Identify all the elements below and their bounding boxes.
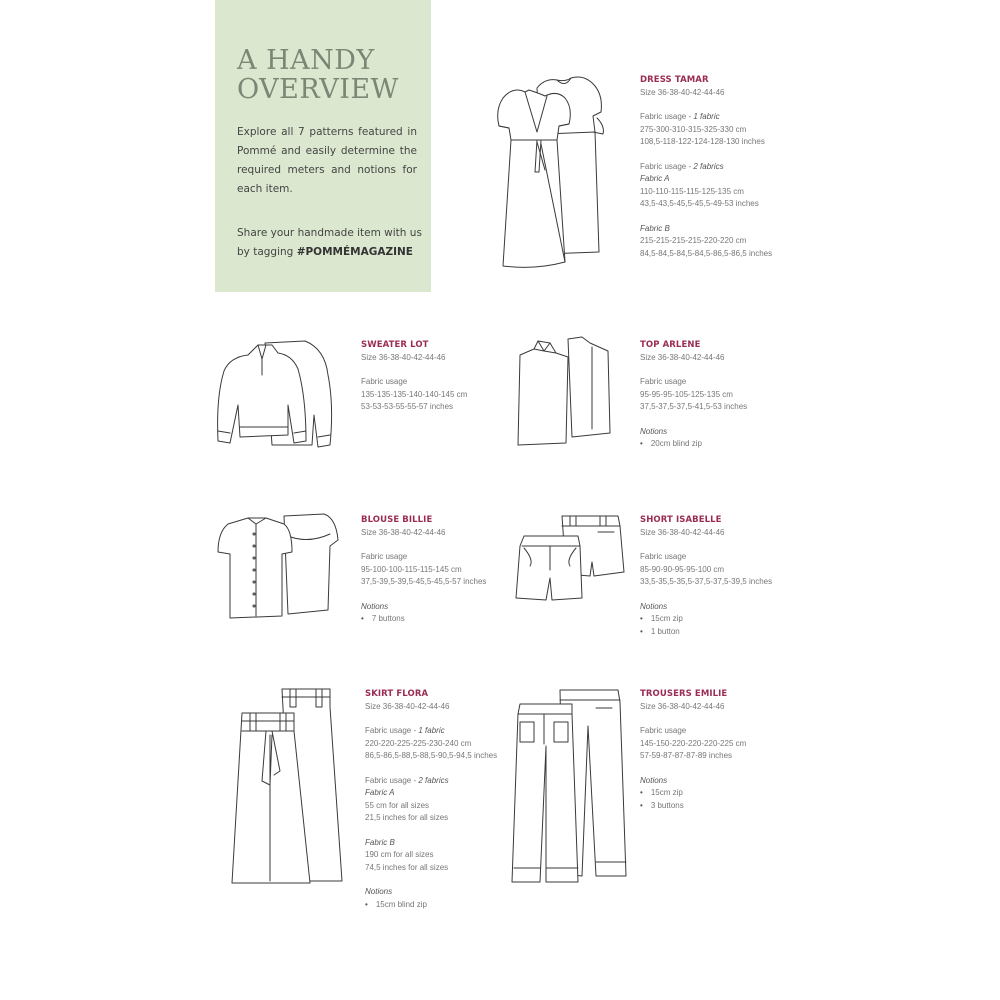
fabric-usage-label-2: Fabric usage - 2 fabrics	[365, 775, 449, 785]
pattern-dress-tamar	[640, 74, 840, 260]
fabric-usage-label: Fabric usage - 1 fabric	[640, 112, 720, 121]
pattern-name: SHORT ISABELLE	[640, 515, 722, 525]
notion-item: • 15cm blind zip	[365, 899, 515, 912]
pattern-name: DRESS TAMAR	[640, 75, 709, 85]
fabric-usage-in: 37,5-37,5-37,5-41,5-53 inches	[640, 402, 748, 411]
fabric-usage-cm: 145-150-220-220-220-225 cm	[640, 738, 747, 748]
fabric-b-in: 74,5 inches for all sizes	[365, 862, 449, 872]
pattern-name: TOP ARLENE	[640, 340, 701, 350]
pattern-size: Size 36-38-40-42-44-46	[640, 527, 725, 537]
notions-list	[640, 613, 790, 638]
fabric-usage-cm: 220-220-225-225-230-240 cm	[365, 738, 472, 748]
notion-item: • 3 buttons	[640, 800, 790, 813]
page-title: A HANDY OVERVIEW	[237, 45, 399, 105]
dress-illustration	[485, 72, 625, 277]
notions-label: Notions	[361, 601, 389, 611]
share-text	[237, 224, 422, 262]
fabric-a-cm: 55 cm for all sizes	[365, 800, 430, 810]
hashtag: #POMMÉMAGAZINE	[296, 246, 413, 258]
blouse-illustration	[210, 510, 345, 625]
fabric-usage-label-2: Fabric usage - 2 fabrics	[640, 161, 724, 171]
sweater-illustration	[210, 335, 345, 460]
notions-list	[361, 613, 501, 626]
pattern-size: Size 36-38-40-42-44-46	[361, 352, 446, 362]
fabric-usage-in: 37,5-39,5-39,5-45,5-45,5-57 inches	[361, 577, 487, 586]
notion-item: • 20cm blind zip	[640, 438, 780, 451]
fabric-a-cm: 110-110-115-115-125-135 cm	[640, 186, 744, 196]
fabric-usage-in: 57-59-87-87-87-89 inches	[640, 751, 733, 760]
notion-item: • 1 button	[640, 626, 790, 639]
pattern-size: Size 36-38-40-42-44-46	[365, 701, 450, 711]
pattern-trousers-emilie	[640, 688, 790, 812]
skirt-illustration	[230, 685, 355, 885]
intro-panel	[215, 0, 431, 292]
notions-label: Notions	[640, 775, 668, 785]
fabric-a-in: 21,5 inches for all sizes	[365, 813, 449, 822]
pattern-name: TROUSERS EMILIE	[640, 689, 728, 699]
notions-list	[365, 899, 515, 912]
fabric-usage-label: Fabric usage	[640, 552, 687, 561]
fabric-usage-cm: 95-100-100-115-115-145 cm	[361, 564, 462, 574]
fabric-usage-in: 86,5-86,5-88,5-88,5-90,5-94,5 inches	[365, 751, 498, 760]
pattern-top-arlene	[640, 339, 780, 451]
notions-label: Notions	[640, 601, 668, 611]
pattern-name: SWEATER LOT	[361, 340, 429, 350]
short-illustration	[510, 512, 625, 612]
fabric-usage-label: Fabric usage	[640, 726, 687, 735]
pattern-blouse-billie	[361, 514, 501, 626]
pattern-short-isabelle	[640, 514, 790, 638]
fabric-b-label: Fabric B	[640, 223, 670, 233]
pattern-skirt-flora	[365, 688, 515, 911]
notion-item: • 7 buttons	[361, 613, 501, 626]
fabric-b-label: Fabric B	[365, 837, 395, 847]
fabric-b-cm: 215-215-215-215-220-220 cm	[640, 236, 747, 245]
trousers-illustration	[508, 686, 630, 886]
notion-item: • 15cm zip	[640, 787, 790, 800]
fabric-usage-label: Fabric usage	[361, 377, 408, 386]
notions-list	[640, 438, 780, 451]
fabric-usage-label: Fabric usage	[361, 552, 408, 561]
notions-label: Notions	[365, 887, 393, 896]
share-prefix: Share your handmade item with us by tagging	[237, 227, 422, 258]
fabric-usage-in: 108,5-118-122-124-128-130 inches	[640, 137, 765, 146]
pattern-size: Size 36-38-40-42-44-46	[640, 352, 725, 362]
fabric-usage-cm: 85-90-90-95-95-100 cm	[640, 564, 725, 574]
fabric-usage-cm: 135-135-135-140-140-145 cm	[361, 389, 468, 399]
pattern-name: SKIRT FLORA	[365, 689, 429, 699]
pattern-name: BLOUSE BILLIE	[361, 515, 433, 525]
notion-item: • 15cm zip	[640, 613, 790, 626]
fabric-usage-in: 53-53-53-55-55-57 inches	[361, 402, 454, 411]
pattern-sweater-lot	[361, 339, 501, 414]
fabric-a-in: 43,5-43,5-45,5-45,5-49-53 inches	[640, 199, 759, 208]
notions-label: Notions	[640, 426, 668, 436]
intro-text: Explore all 7 patterns featured in Pommé and easily determine the required meters and notions for each item.	[237, 126, 417, 195]
top-illustration	[510, 333, 620, 451]
fabric-a-label: Fabric A	[365, 788, 395, 797]
fabric-usage-in: 33,5-35,5-35,5-37,5-37,5-39,5 inches	[640, 577, 773, 586]
pattern-size: Size 36-38-40-42-44-46	[640, 701, 725, 711]
fabric-a-label: Fabric A	[640, 174, 670, 183]
fabric-usage-label: Fabric usage - 1 fabric	[365, 726, 445, 735]
pattern-size: Size 36-38-40-42-44-46	[640, 87, 725, 97]
fabric-usage-cm: 275-300-310-315-325-330 cm	[640, 124, 747, 134]
pattern-size: Size 36-38-40-42-44-46	[361, 527, 446, 537]
fabric-usage-cm: 95-95-95-105-125-135 cm	[640, 389, 733, 399]
fabric-usage-label: Fabric usage	[640, 377, 687, 386]
fabric-b-cm: 190 cm for all sizes	[365, 850, 434, 859]
notions-list	[640, 787, 790, 812]
fabric-b-in: 84,5-84,5-84,5-84,5-86,5-86,5 inches	[640, 248, 773, 258]
